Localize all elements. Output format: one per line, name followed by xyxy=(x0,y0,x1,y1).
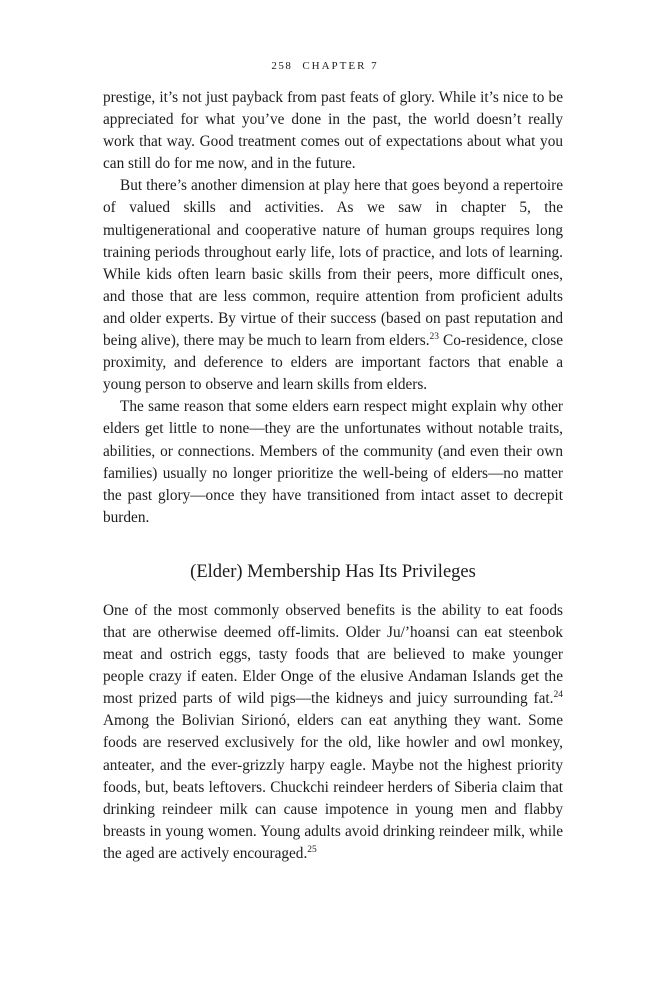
paragraph-4 xyxy=(103,600,563,865)
paragraph-4-text-b: Among the Bolivian Sirionó, elders can eat anything they want. Some foods are reserved exclusively for the old, like howler and owl monkey, anteater, and the ever-grizzly harpy eagle. Maybe not the highest priority foods, but, beats leftovers. Chuckchi reindeer herders of Siberia claim that drinking reindeer milk can cause impotence in young men and flabby breasts in young women. Young adults avoid drinking reindeer milk, while the aged are actively encouraged. xyxy=(103,712,563,862)
paragraph-2 xyxy=(103,175,563,396)
section-heading: (Elder) Membership Has Its Privileges xyxy=(190,561,476,582)
chapter-label: CHAPTER 7 xyxy=(302,60,379,72)
footnote-ref-24: 24 xyxy=(553,690,563,701)
paragraph-2-text-b: Co-residence, close proximity, and deference to elders are important factors that enable a young person to observe and learn skills from elders. xyxy=(103,332,563,394)
page-body xyxy=(103,87,563,865)
paragraph-4-text-a: One of the most commonly observed benefits is the ability to eat foods that are otherwise deemed off-limits. Older Ju/’hoansi can eat steenbok meat and ostrich eggs, tasty foods that are believed to make younger people crazy if eaten. Elder Onge of the elusive Andaman Islands get the most prized parts of wild pigs—the kidneys and juicy surrounding fat. xyxy=(103,601,563,708)
page-number: 258 xyxy=(271,60,293,72)
footnote-ref-25: 25 xyxy=(307,844,317,855)
paragraph-2-text-a: But there’s another dimension at play here that goes beyond a repertoire of valued skills and activities. As we saw in chapter 5, the multigenerational and cooperative nature of human groups requires long training periods throughout early life, lots of practice, and lots of learning. While kids often learn basic skills from their peers, more difficult ones, and those that are less common, require attention from proficient adults and older experts. By virtue of their success (based on past reputation and being alive), there may be much to learn from elders. xyxy=(103,177,563,350)
footnote-ref-23: 23 xyxy=(429,332,440,343)
paragraph-3: The same reason that some elders earn respect might explain why other elders get little to none—they are the unfortunates without notable traits, abilities, or connections. Members of the community (and even their own families) usually no longer prioritize the well-being of elders—no matter the past glory—once they have transitioned from intact asset to decrepit burden. xyxy=(103,398,563,526)
paragraph-1: prestige, it’s not just payback from past feats of glory. While it’s nice to be appreciated for what you’ve done in the past, the world doesn’t really work that way. Good treatment comes out of expectations about what you can still do for me now, and in the future. xyxy=(103,89,563,173)
running-head xyxy=(0,60,650,72)
